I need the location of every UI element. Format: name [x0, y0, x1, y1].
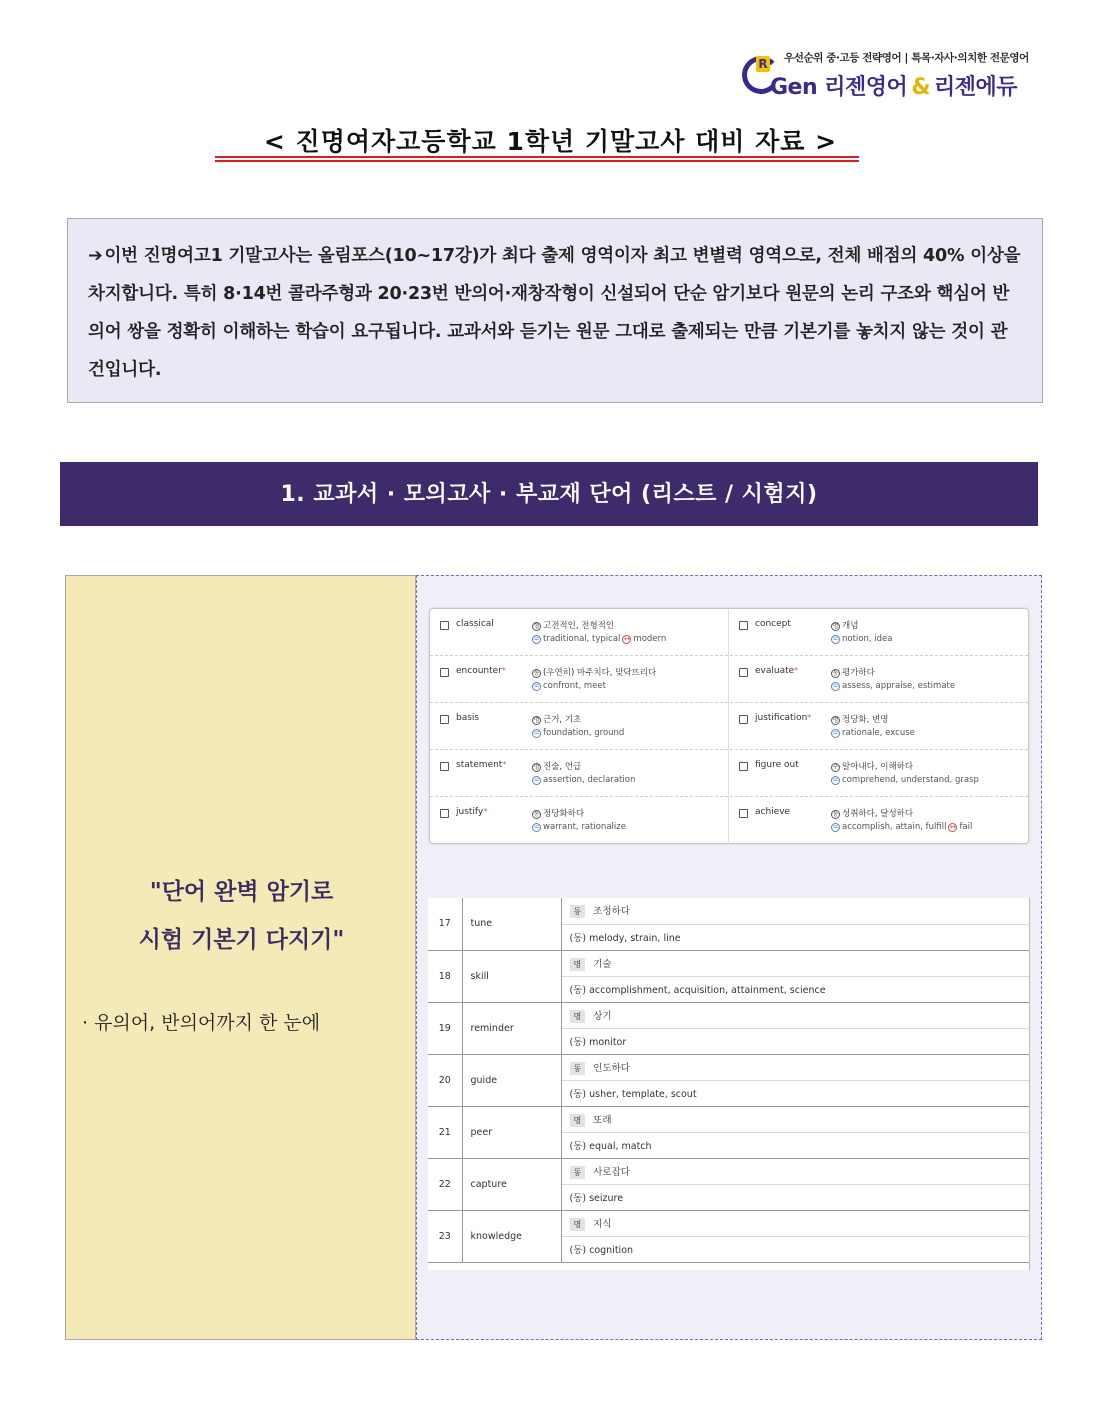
word-number: 20 — [428, 1054, 462, 1106]
vocab-synonyms — [831, 822, 972, 832]
definition-text: 근거, 기초 — [543, 715, 582, 725]
word-cell: capture — [462, 1158, 561, 1210]
word-cell: knowledge — [462, 1210, 561, 1262]
vocab-entry — [430, 609, 729, 656]
vocab-word — [755, 760, 799, 770]
checkbox[interactable] — [739, 621, 748, 630]
vocab-synonyms — [831, 728, 915, 738]
right-panel — [416, 575, 1042, 1340]
vocab-entry — [430, 656, 729, 703]
vocab-synonyms — [532, 728, 624, 738]
synonym-text: accomplish, attain, fulfill — [842, 822, 947, 832]
word-number: 19 — [428, 1002, 462, 1054]
part-of-speech-badge: 형 — [533, 623, 540, 630]
synonym-icon: = — [832, 729, 839, 737]
brand-logo — [742, 50, 1032, 102]
vocab-definition — [532, 666, 656, 678]
logo-amp: & — [911, 75, 930, 100]
word-number: 18 — [428, 950, 462, 1002]
logo-tagline: 우선순위 중·고등 전략영어 | 특목·자사·의치한 전문영어 — [784, 52, 1029, 64]
vocab-definition — [532, 807, 584, 819]
part-of-speech-badge: 동 — [570, 1166, 586, 1179]
word-cell: reminder — [462, 1002, 561, 1054]
vocab-word — [456, 619, 494, 629]
checkbox[interactable] — [440, 621, 449, 630]
vocab-word-text: statement — [456, 760, 503, 770]
vocab-word — [755, 666, 798, 676]
definition-text: 성취하다, 달성하다 — [842, 809, 914, 819]
synonym-icon: = — [533, 635, 540, 643]
vocab-word — [456, 713, 479, 723]
intro-paragraph — [88, 237, 1022, 389]
vocab-synonyms — [831, 775, 979, 785]
synonym-text: confront, meet — [543, 681, 606, 691]
page-title: < 진명여자고등학교 1학년 기말고사 대비 자료 > — [263, 127, 838, 156]
meaning-cell — [561, 1158, 1029, 1184]
checkbox[interactable] — [739, 715, 748, 724]
word-cell: peer — [462, 1106, 561, 1158]
section-banner: 1. 교과서 · 모의고사 · 부교재 단어 (리스트 / 시험지) — [60, 462, 1038, 526]
antonym-icon: ↔ — [623, 635, 630, 643]
synonym-icon: = — [533, 729, 540, 737]
vocab-word-text: concept — [755, 619, 791, 629]
vocab-row — [430, 703, 1028, 750]
vocab-synonyms — [532, 775, 635, 785]
vocab-entry — [430, 797, 729, 844]
part-of-speech-badge: 동 — [570, 905, 586, 918]
vocab-synonyms — [532, 822, 626, 832]
synonym-icon: = — [533, 776, 540, 784]
vocab-synonyms — [831, 681, 955, 691]
slogan-line-2: 시험 기본기 다지기" — [138, 927, 345, 953]
table-row — [428, 1158, 1029, 1184]
checkbox[interactable] — [440, 668, 449, 677]
vocab-definition — [532, 760, 581, 772]
synonym-icon: = — [533, 682, 540, 690]
word-number: 22 — [428, 1158, 462, 1210]
word-table-wrap — [428, 898, 1030, 1270]
word-cell: tune — [462, 898, 561, 950]
bullet-note: · 유의어, 반의어까지 한 눈에 — [82, 1012, 321, 1034]
important-star: * — [502, 760, 507, 769]
meaning-cell — [561, 1054, 1029, 1080]
part-of-speech-badge: 동 — [533, 811, 540, 818]
meaning-text: 지식 — [593, 1218, 612, 1230]
meaning-text: 인도하다 — [593, 1062, 630, 1074]
vocab-word-text: classical — [456, 619, 494, 629]
synonym-cell: (동) equal, match — [561, 1132, 1029, 1158]
vocab-grid — [430, 609, 1028, 844]
synonym-icon: = — [832, 682, 839, 690]
synonym-cell: (동) usher, template, scout — [561, 1080, 1029, 1106]
meaning-cell — [561, 898, 1029, 924]
intro-box — [67, 218, 1043, 403]
definition-text: 고전적인, 전형적인 — [543, 621, 615, 631]
vocab-card — [429, 608, 1029, 844]
synonym-icon: = — [832, 635, 839, 643]
vocab-entry — [729, 656, 1028, 703]
definition-text: 개념 — [842, 621, 859, 631]
vocab-word-text: encounter — [456, 666, 502, 676]
table-row — [428, 898, 1029, 924]
part-of-speech-badge: 동 — [832, 670, 839, 677]
left-panel — [65, 575, 416, 1340]
word-number: 17 — [428, 898, 462, 950]
vocab-word-text: justification — [755, 713, 808, 723]
meaning-text: 상기 — [593, 1010, 612, 1022]
definition-text: 평가하다 — [842, 668, 875, 678]
synonym-text: assertion, declaration — [543, 775, 636, 785]
synonym-cell: (동) cognition — [561, 1236, 1029, 1262]
antonym-text: fail — [959, 822, 973, 832]
synonym-icon: = — [832, 823, 839, 831]
word-number: 21 — [428, 1106, 462, 1158]
vocab-entry — [729, 750, 1028, 797]
checkbox[interactable] — [440, 715, 449, 724]
part-of-speech-badge: 동 — [570, 1062, 586, 1075]
important-star: * — [501, 666, 506, 675]
synonym-text: notion, idea — [842, 634, 893, 644]
vocab-synonyms — [831, 634, 892, 644]
vocab-definition — [532, 619, 614, 631]
part-of-speech-badge: 명 — [533, 764, 540, 771]
table-row — [428, 950, 1029, 976]
meaning-text: 조정하다 — [593, 906, 630, 918]
table-row — [428, 1210, 1029, 1236]
vocab-entry — [430, 703, 729, 750]
word-cell: guide — [462, 1054, 561, 1106]
vocab-definition — [831, 666, 875, 678]
vocab-word — [755, 807, 790, 817]
part-of-speech-badge: 명 — [533, 717, 540, 724]
definition-text: 정당화, 변명 — [842, 715, 889, 725]
vocab-synonyms — [532, 681, 606, 691]
vocab-synonyms — [532, 634, 666, 644]
vocab-row — [430, 656, 1028, 703]
intro-text: 이번 진명여고1 기말고사는 올림포스(10~17강)가 최다 출제 영역이자 최고 변별력 영역으로, 전체 배점의 40% 이상을 차지합니다. 특히 8·14번 콜라주형과 20·23번 반의어·재창작형이 신설되어 단순 암기보다 원문의 논리 구조와 핵심어 반의어 쌍을 정확히 이해하는 학습이 요구됩니다. 교과서와 듣기는 원문 그대로 출제되는 만큼 기본기를 놓치지 않는 것이 관건입니다. — [88, 246, 1021, 380]
antonym-icon: ↔ — [950, 823, 956, 831]
vocab-entry — [729, 797, 1028, 844]
part-of-speech-badge: 명 — [570, 958, 586, 971]
vocab-row — [430, 750, 1028, 797]
vocab-word-text: justify — [456, 807, 484, 817]
vocab-row — [430, 797, 1028, 844]
checkbox[interactable] — [440, 809, 449, 818]
definition-text: 알아내다, 이해하다 — [842, 762, 914, 772]
definition-text: 진술, 언급 — [543, 762, 582, 772]
synonym-text: rationale, excuse — [842, 728, 915, 738]
part-of-speech-badge: 동 — [832, 811, 839, 818]
vocab-word — [456, 760, 506, 770]
meaning-cell — [561, 950, 1029, 976]
vocab-word — [456, 807, 487, 817]
logo-word-right: 리젠에듀 — [934, 75, 1018, 100]
synonym-cell: (동) accomplishment, acquisition, attainment, science — [561, 976, 1029, 1002]
vocab-word — [755, 713, 811, 723]
part-of-speech-badge: 명 — [832, 623, 839, 630]
logo-word-left: Gen 리젠영어 — [770, 75, 908, 100]
table-row — [428, 1106, 1029, 1132]
slogan — [66, 868, 417, 964]
antonym-text: modern — [633, 634, 667, 644]
vocab-entry — [729, 703, 1028, 750]
vocab-word — [456, 666, 506, 676]
part-of-speech-badge: 구 — [832, 764, 839, 771]
meaning-cell — [561, 1002, 1029, 1028]
vocab-definition — [831, 807, 913, 819]
title-underline — [215, 156, 859, 162]
synonym-text: traditional, typical — [543, 634, 621, 644]
part-of-speech-badge: 명 — [570, 1218, 586, 1231]
definition-text: 정당화하다 — [543, 809, 585, 819]
synonym-text: foundation, ground — [543, 728, 625, 738]
vocab-entry — [729, 609, 1028, 656]
part-of-speech-badge: 명 — [832, 717, 839, 724]
part-of-speech-badge: 명 — [570, 1114, 586, 1127]
important-star: * — [483, 807, 488, 816]
vocab-definition — [831, 760, 913, 772]
meaning-cell — [561, 1106, 1029, 1132]
vocab-word-text: figure out — [755, 760, 799, 770]
checkbox[interactable] — [739, 809, 748, 818]
word-number: 23 — [428, 1210, 462, 1262]
vocab-word-text: evaluate — [755, 666, 795, 676]
word-table — [428, 898, 1029, 1263]
part-of-speech-badge: 명 — [570, 1010, 586, 1023]
vocab-row — [430, 609, 1028, 656]
meaning-text: 사로잡다 — [593, 1166, 630, 1178]
synonym-cell: (동) melody, strain, line — [561, 924, 1029, 950]
arrow-icon: ➔ — [88, 246, 103, 266]
vocab-word-text: basis — [456, 713, 480, 723]
vocab-entry — [430, 750, 729, 797]
vocab-definition — [532, 713, 581, 725]
meaning-cell — [561, 1210, 1029, 1236]
checkbox[interactable] — [739, 668, 748, 677]
logo-wordmark — [770, 70, 1017, 101]
table-row — [428, 1054, 1029, 1080]
meaning-text: 기술 — [593, 958, 612, 970]
synonym-icon: = — [832, 776, 839, 784]
checkbox[interactable] — [739, 762, 748, 771]
vocab-definition — [831, 713, 888, 725]
vocab-word-text: achieve — [755, 807, 791, 817]
checkbox[interactable] — [440, 762, 449, 771]
synonym-cell: (동) seizure — [561, 1184, 1029, 1210]
synonym-icon: = — [533, 823, 540, 831]
synonym-cell: (동) monitor — [561, 1028, 1029, 1054]
important-star: * — [794, 666, 799, 675]
synonym-text: comprehend, understand, grasp — [842, 775, 979, 785]
synonym-text: warrant, rationalize — [543, 822, 626, 832]
part-of-speech-badge: 동 — [533, 670, 540, 677]
logo-badge: R — [756, 56, 770, 72]
important-star: * — [807, 713, 812, 722]
definition-text: (우연히) 마주치다, 맞닥뜨리다 — [543, 668, 657, 678]
meaning-text: 또래 — [593, 1114, 612, 1126]
slogan-line-1: "단어 완벽 암기로 — [149, 879, 334, 905]
table-row — [428, 1002, 1029, 1028]
vocab-definition — [831, 619, 858, 631]
synonym-text: assess, appraise, estimate — [842, 681, 956, 691]
word-cell: skill — [462, 950, 561, 1002]
vocab-word — [755, 619, 791, 629]
